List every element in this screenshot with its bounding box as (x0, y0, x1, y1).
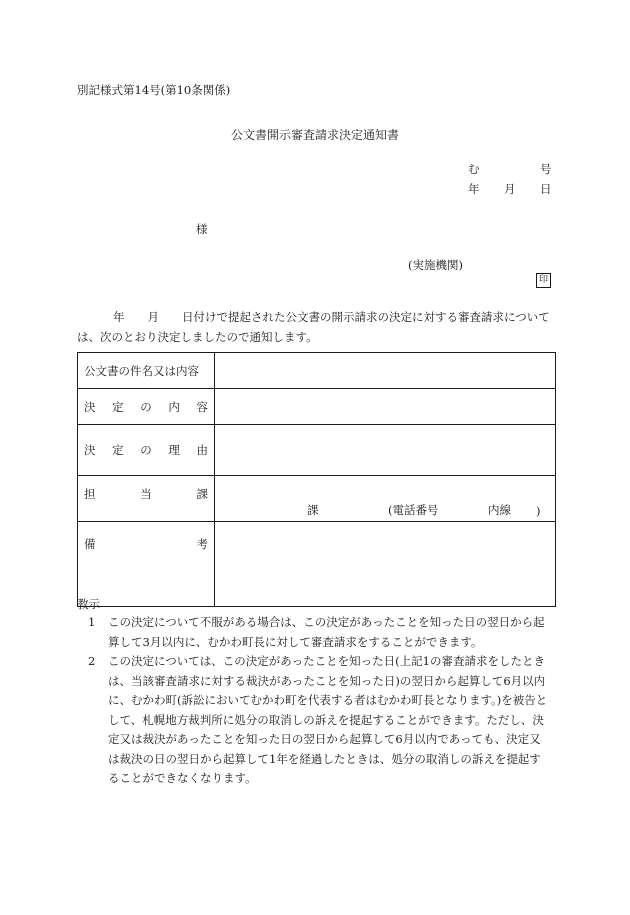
table-row (78, 353, 556, 389)
table-row (78, 522, 556, 607)
note-text: この決定については、この決定があったことを知った日(上記1の審査請求をしたときは、当該審査請求に対する裁決があったことを知った日)の翌日から起算して6月以内に、むかわ町(訴訟においてむかわ町を代表する者はむかわ町長となります。)を被告として、札幌地方裁判所に処分の取消しの訴えを提起することができます。ただし、決定又は裁決があったことを知った日の翌日から起算して6月以内であっても、決定又は裁決の日の翌日から起算して1年を経過したときは、処分の取消しの訴えを提起することができなくなります。 (108, 654, 548, 785)
date-year: 年 (468, 182, 480, 196)
closing-paren: ) (536, 504, 541, 518)
form-number: 別記様式第14号(第10条関係) (77, 83, 231, 97)
label-char: 定 (112, 443, 124, 457)
label-char: 備 (84, 537, 96, 551)
label-char: 当 (140, 487, 152, 501)
table-row (78, 425, 556, 476)
note-text: この決定について不服がある場合は、この決定があったことを知った日の翌日から起算して3月以内に、むかわ町長に対して審査請求をすることができます。 (108, 615, 545, 649)
addressee-suffix: 様 (196, 222, 208, 236)
notes-heading: 教示 (77, 597, 100, 611)
seal-mark: 印 (536, 273, 551, 288)
phone-label: (電話番号 (388, 503, 439, 517)
row-value-department (215, 476, 556, 522)
label-char: 容 (196, 399, 208, 414)
row-label-remarks (78, 522, 215, 607)
row-value-remarks (215, 522, 556, 607)
label-char: 担 (84, 487, 96, 501)
dept-suffix: 課 (307, 503, 319, 517)
date-month: 月 (504, 182, 516, 196)
number-suffix: 号 (540, 162, 552, 176)
date-day: 日 (540, 182, 552, 196)
document-title: 公文書開示審査請求決定通知書 (230, 128, 399, 142)
table-row (78, 476, 556, 522)
note-item (88, 613, 550, 652)
note-number: 1 (88, 615, 96, 629)
extension-label: 内線 (488, 503, 511, 517)
row-value-subject (215, 353, 556, 389)
row-label-reason (78, 425, 215, 476)
label-char: の (140, 399, 152, 414)
row-label-decision (78, 389, 215, 425)
note-item (88, 652, 550, 789)
label-char: 内 (168, 399, 180, 414)
label-char: の (140, 443, 152, 457)
label-char: 考 (196, 537, 208, 551)
label-char: 定 (112, 399, 124, 414)
number-prefix: む (468, 162, 480, 176)
intro-paragraph: 年 月 日付けで提起された公文書の開示請求の決定に対する審査請求については、次のとおり決定しましたので通知します。 (77, 310, 550, 344)
label-char: 決 (84, 443, 96, 457)
table-row (78, 389, 556, 425)
row-value-reason (215, 425, 556, 476)
decision-table (77, 352, 556, 607)
row-label-department (78, 476, 215, 522)
agency-label: (実施機関) (408, 258, 463, 272)
row-label-subject: 公文書の件名又は内容 (78, 353, 215, 389)
label-char: 決 (84, 399, 96, 414)
row-value-decision (215, 389, 556, 425)
label-char: 課 (196, 487, 208, 501)
note-number: 2 (88, 654, 96, 668)
document-date-label (468, 181, 550, 197)
label-char: 理 (168, 443, 180, 457)
label-char: 由 (196, 443, 208, 457)
